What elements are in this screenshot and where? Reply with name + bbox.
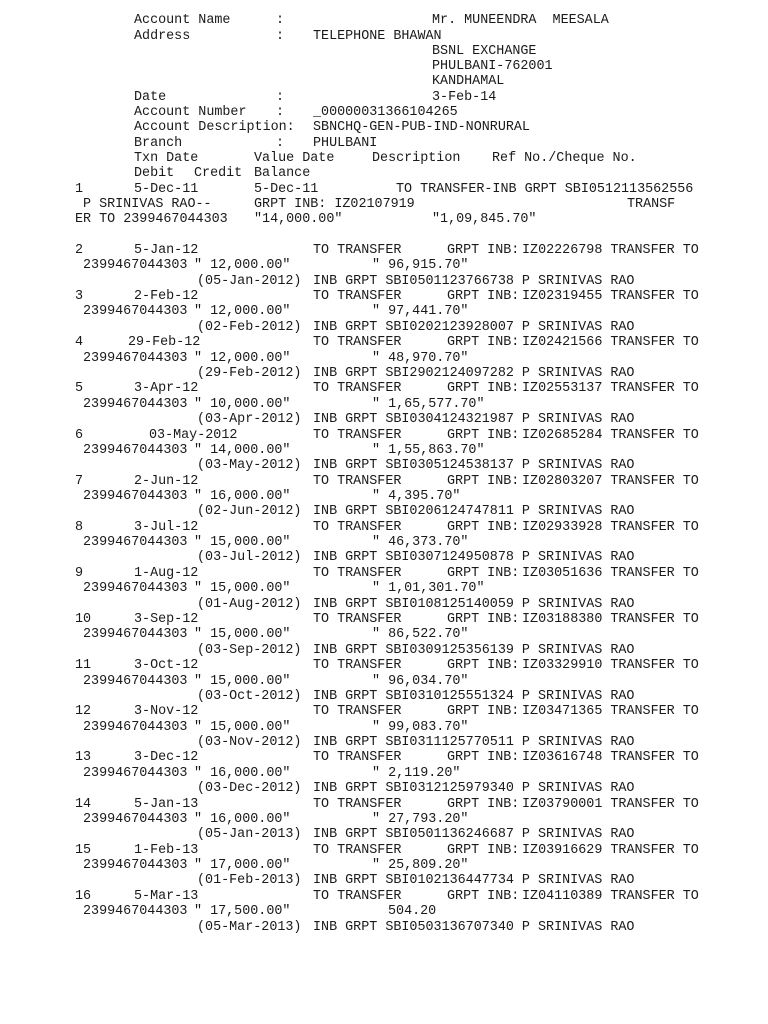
address-row-4 bbox=[0, 74, 768, 89]
ref-number: IZ03471365 TRANSFER TO bbox=[522, 704, 699, 719]
txn-date: 3-Dec-12 bbox=[134, 750, 199, 765]
debit-amount: " 16,000.00" bbox=[194, 489, 291, 504]
entry-line-3 bbox=[0, 412, 768, 427]
inb-reference: INB GRPT SBI0310125551324 P SRINIVAS RAO bbox=[313, 689, 635, 704]
grpt-inb-label: GRPT INB: bbox=[447, 566, 520, 581]
entry-number: 5 bbox=[75, 381, 84, 396]
transfer-account: 2399467044303 bbox=[83, 812, 188, 827]
txn-date: 3-Apr-12 bbox=[134, 381, 199, 396]
transfer-account: 2399467044303 bbox=[83, 397, 188, 412]
entry-number: 14 bbox=[75, 797, 92, 812]
col-debit: Debit bbox=[134, 166, 175, 181]
entry-line-3 bbox=[0, 366, 768, 381]
entry-line-2 bbox=[0, 535, 768, 550]
value-date: (03-Sep-2012) bbox=[197, 643, 302, 658]
transfer-account: 2399467044303 bbox=[83, 443, 188, 458]
inb-reference: INB GRPT SBI0206124747811 P SRINIVAS RAO bbox=[313, 504, 635, 519]
txn-date: 03-May-2012 bbox=[149, 428, 238, 443]
value-date: (05-Jan-2012) bbox=[197, 274, 302, 289]
entry-line-2 bbox=[0, 720, 768, 735]
entry-number: 9 bbox=[75, 566, 84, 581]
value-date: 5-Dec-11 bbox=[254, 182, 319, 197]
balance: " 48,970.70" bbox=[372, 351, 469, 366]
balance: " 27,793.20" bbox=[372, 812, 469, 827]
entry-line-1 bbox=[0, 381, 768, 396]
entry-1-line-1 bbox=[0, 182, 768, 197]
grpt-inb-label: GRPT INB: bbox=[447, 428, 520, 443]
account-description-row bbox=[0, 120, 768, 135]
balance: " 1,55,863.70" bbox=[372, 443, 485, 458]
ref-number: IZ03329910 TRANSFER TO bbox=[522, 658, 699, 673]
entry-number: 3 bbox=[75, 289, 84, 304]
entry-line-2 bbox=[0, 397, 768, 412]
inb-reference: INB GRPT SBI0501123766738 P SRINIVAS RAO bbox=[313, 274, 635, 289]
transfer-account: 2399467044303 bbox=[83, 258, 188, 273]
txn-date: 2-Jun-12 bbox=[134, 474, 199, 489]
account-number-row bbox=[0, 105, 768, 120]
txn-date: 5-Jan-12 bbox=[134, 243, 199, 258]
entry-1-line-3 bbox=[0, 212, 768, 227]
to-transfer-label: TO TRANSFER bbox=[313, 612, 402, 627]
balance: " 1,65,577.70" bbox=[372, 397, 485, 412]
ref-number: IZ03916629 TRANSFER TO bbox=[522, 843, 699, 858]
debit-amount: " 16,000.00" bbox=[194, 812, 291, 827]
entry-number: 11 bbox=[75, 658, 92, 673]
ref-number: IZ03790001 TRANSFER TO bbox=[522, 797, 699, 812]
inb-reference: INB GRPT SBI0304124321987 P SRINIVAS RAO bbox=[313, 412, 635, 427]
entry-number: 12 bbox=[75, 704, 92, 719]
description: TO TRANSFER-INB GRPT SBI0512113562556 bbox=[396, 182, 694, 197]
ref-number: IZ02803207 TRANSFER TO bbox=[522, 474, 699, 489]
txn-date: 3-Nov-12 bbox=[134, 704, 199, 719]
debit-amount: " 15,000.00" bbox=[194, 627, 291, 642]
transfer-account: 2399467044303 bbox=[83, 627, 188, 642]
value-date: (01-Aug-2012) bbox=[197, 597, 302, 612]
entry-line-2 bbox=[0, 489, 768, 504]
entry-line-1 bbox=[0, 520, 768, 535]
entry-line-1 bbox=[0, 335, 768, 350]
inb-reference: INB GRPT SBI0503136707340 P SRINIVAS RAO bbox=[313, 920, 635, 935]
debit-amount: " 15,000.00" bbox=[194, 581, 291, 596]
entry-line-2 bbox=[0, 258, 768, 273]
inb-reference: INB GRPT SBI0202123928007 P SRINIVAS RAO bbox=[313, 320, 635, 335]
transfer-account: 2399467044303 bbox=[83, 304, 188, 319]
transfer-account: 2399467044303 bbox=[83, 720, 188, 735]
to-transfer-label: TO TRANSFER bbox=[313, 381, 402, 396]
inb-reference: INB GRPT SBI0311125770511 P SRINIVAS RAO bbox=[313, 735, 635, 750]
entry-line-3 bbox=[0, 597, 768, 612]
ref-number: IZ02685284 TRANSFER TO bbox=[522, 428, 699, 443]
balance: "1,09,845.70" bbox=[432, 212, 537, 227]
inb-reference: INB GRPT SBI0312125979340 P SRINIVAS RAO bbox=[313, 781, 635, 796]
balance: " 25,809.20" bbox=[372, 858, 469, 873]
col-description: Description bbox=[372, 151, 461, 166]
txn-date: 1-Aug-12 bbox=[134, 566, 199, 581]
ref-number: IZ02553137 TRANSFER TO bbox=[522, 381, 699, 396]
account-description-value: SBNCHQ-GEN-PUB-IND-NONRURAL bbox=[313, 120, 530, 135]
entry-number: 10 bbox=[75, 612, 92, 627]
grpt-inb-label: GRPT INB: bbox=[447, 750, 520, 765]
entry-line-1 bbox=[0, 750, 768, 765]
ref-number: IZ03188380 TRANSFER TO bbox=[522, 612, 699, 627]
inb-reference: INB GRPT SBI0305124538137 P SRINIVAS RAO bbox=[313, 458, 635, 473]
ref-number: IZ02421566 TRANSFER TO bbox=[522, 335, 699, 350]
entry-number: 7 bbox=[75, 474, 84, 489]
col-txn-date: Txn Date bbox=[134, 151, 199, 166]
ref-number: IZ02226798 TRANSFER TO bbox=[522, 243, 699, 258]
balance: " 96,034.70" bbox=[372, 674, 469, 689]
ref-number: IZ02933928 TRANSFER TO bbox=[522, 520, 699, 535]
debit-amount: " 15,000.00" bbox=[194, 720, 291, 735]
to-transfer-label: TO TRANSFER bbox=[313, 797, 402, 812]
grpt-inb-label: GRPT INB: bbox=[447, 843, 520, 858]
entry-line-3 bbox=[0, 274, 768, 289]
transfer-account: 2399467044303 bbox=[83, 535, 188, 550]
to-transfer-label: TO TRANSFER bbox=[313, 289, 402, 304]
to-transfer-label: TO TRANSFER bbox=[313, 704, 402, 719]
entry-number: 2 bbox=[75, 243, 84, 258]
date-label: Date bbox=[134, 90, 167, 105]
transfer-account: 2399467044303 bbox=[83, 904, 188, 919]
grpt-inb-label: GRPT INB: bbox=[447, 612, 520, 627]
debit-amount: " 15,000.00" bbox=[194, 674, 291, 689]
entry-number: 4 bbox=[75, 335, 84, 350]
entry-line-1 bbox=[0, 289, 768, 304]
account-number-label: Account Number bbox=[134, 105, 247, 120]
ref-number: IZ03051636 TRANSFER TO bbox=[522, 566, 699, 581]
entry-number: 6 bbox=[75, 428, 84, 443]
txn-date: 5-Jan-13 bbox=[134, 797, 199, 812]
account-description-label: Account Description: bbox=[134, 120, 295, 135]
address-line-3: PHULBANI-762001 bbox=[432, 59, 553, 74]
inb-reference: INB GRPT SBI2902124097282 P SRINIVAS RAO bbox=[313, 366, 635, 381]
txn-date: 2-Feb-12 bbox=[134, 289, 199, 304]
branch-value: PHULBANI bbox=[313, 136, 378, 151]
account-name-label: Account Name bbox=[134, 13, 231, 28]
entry-line-3 bbox=[0, 781, 768, 796]
grpt-inb-label: GRPT INB: bbox=[447, 704, 520, 719]
address-line-2: BSNL EXCHANGE bbox=[432, 44, 537, 59]
transfer-fragment: TRANSF bbox=[627, 197, 676, 212]
colon: : bbox=[276, 29, 285, 44]
branch-label: Branch bbox=[134, 136, 183, 151]
grpt-inb-label: GRPT INB: bbox=[447, 381, 520, 396]
inb-reference: INB GRPT SBI0307124950878 P SRINIVAS RAO bbox=[313, 550, 635, 565]
col-credit: Credit bbox=[194, 166, 243, 181]
to-transfer-label: TO TRANSFER bbox=[313, 243, 402, 258]
value-date: (03-Apr-2012) bbox=[197, 412, 302, 427]
grpt-inb-label: GRPT INB: bbox=[447, 658, 520, 673]
entry-line-1 bbox=[0, 428, 768, 443]
debit-amount: " 12,000.00" bbox=[194, 304, 291, 319]
entry-line-2 bbox=[0, 858, 768, 873]
colon: : bbox=[276, 90, 285, 105]
debit-amount: " 14,000.00" bbox=[194, 443, 291, 458]
grpt-inb-label: GRPT INB: bbox=[447, 520, 520, 535]
value-date: (03-Nov-2012) bbox=[197, 735, 302, 750]
ref-number: IZ02319455 TRANSFER TO bbox=[522, 289, 699, 304]
transfer-account: 2399467044303 bbox=[83, 351, 188, 366]
txn-date: 3-Oct-12 bbox=[134, 658, 199, 673]
entry-line-1 bbox=[0, 612, 768, 627]
grpt-inb-label: GRPT INB: bbox=[447, 243, 520, 258]
col-balance: Balance bbox=[254, 166, 311, 181]
grpt-inb-label: GRPT INB: bbox=[447, 335, 520, 350]
colon: : bbox=[276, 136, 285, 151]
txn-date: 5-Mar-13 bbox=[134, 889, 199, 904]
transfer-account: 2399467044303 bbox=[83, 674, 188, 689]
debit-amount: " 17,500.00" bbox=[194, 904, 291, 919]
value-date: (29-Feb-2012) bbox=[197, 366, 302, 381]
debit-amount: " 12,000.00" bbox=[194, 258, 291, 273]
grpt-inb-label: GRPT INB: bbox=[447, 797, 520, 812]
entry-line-2 bbox=[0, 304, 768, 319]
address-row-2 bbox=[0, 44, 768, 59]
debit-amount: " 10,000.00" bbox=[194, 397, 291, 412]
entry-line-3 bbox=[0, 458, 768, 473]
value-date: (01-Feb-2013) bbox=[197, 873, 302, 888]
entry-line-2 bbox=[0, 351, 768, 366]
transfer-account: 2399467044303 bbox=[83, 766, 188, 781]
to-transfer-label: TO TRANSFER bbox=[313, 750, 402, 765]
entry-line-3 bbox=[0, 873, 768, 888]
txn-date: 3-Sep-12 bbox=[134, 612, 199, 627]
value-date: (03-Jul-2012) bbox=[197, 550, 302, 565]
transfer-account: 2399467044303 bbox=[83, 581, 188, 596]
col-ref-no: Ref No./Cheque No. bbox=[492, 151, 637, 166]
entry-line-2 bbox=[0, 766, 768, 781]
value-date: (02-Feb-2012) bbox=[197, 320, 302, 335]
balance: " 4,395.70" bbox=[372, 489, 461, 504]
entry-number: 13 bbox=[75, 750, 92, 765]
ref-number: IZ03616748 TRANSFER TO bbox=[522, 750, 699, 765]
entry-line-2 bbox=[0, 443, 768, 458]
entry-number: 8 bbox=[75, 520, 84, 535]
entry-line-1 bbox=[0, 843, 768, 858]
balance: " 46,373.70" bbox=[372, 535, 469, 550]
branch-row bbox=[0, 136, 768, 151]
entry-1-line-2 bbox=[0, 197, 768, 212]
debit-amount: " 15,000.00" bbox=[194, 535, 291, 550]
to-transfer-label: TO TRANSFER bbox=[313, 520, 402, 535]
inb-reference: INB GRPT SBI0108125140059 P SRINIVAS RAO bbox=[313, 597, 635, 612]
entry-line-3 bbox=[0, 550, 768, 565]
entry-line-2 bbox=[0, 581, 768, 596]
value-date: (05-Mar-2013) bbox=[197, 920, 302, 935]
entry-line-3 bbox=[0, 689, 768, 704]
entry-line-1 bbox=[0, 797, 768, 812]
to-transfer-label: TO TRANSFER bbox=[313, 474, 402, 489]
entry-number: 1 bbox=[75, 182, 84, 197]
value-date: (03-May-2012) bbox=[197, 458, 302, 473]
date-value: 3-Feb-14 bbox=[432, 90, 497, 105]
entry-number: 15 bbox=[75, 843, 92, 858]
entry-line-3 bbox=[0, 643, 768, 658]
date-row bbox=[0, 90, 768, 105]
balance: " 2,119.20" bbox=[372, 766, 461, 781]
entry-line-1 bbox=[0, 474, 768, 489]
address-line-4: KANDHAMAL bbox=[432, 74, 505, 89]
address-row-3 bbox=[0, 59, 768, 74]
entry-line-3 bbox=[0, 320, 768, 335]
inb-reference: INB GRPT SBI0501136246687 P SRINIVAS RAO bbox=[313, 827, 635, 842]
entry-line-3 bbox=[0, 827, 768, 842]
balance: " 97,441.70" bbox=[372, 304, 469, 319]
entry-line-3 bbox=[0, 504, 768, 519]
address-label: Address bbox=[134, 29, 191, 44]
to-transfer-label: TO TRANSFER bbox=[313, 428, 402, 443]
address-line-1: TELEPHONE BHAWAN bbox=[313, 29, 442, 44]
value-date: (05-Jan-2013) bbox=[197, 827, 302, 842]
colon: : bbox=[276, 13, 285, 28]
debit-amount: " 12,000.00" bbox=[194, 351, 291, 366]
transfer-account: 2399467044303 bbox=[83, 489, 188, 504]
entry-number: 16 bbox=[75, 889, 92, 904]
txn-date: 29-Feb-12 bbox=[128, 335, 201, 350]
account-number-value: _00000031366104265 bbox=[313, 105, 458, 120]
entry-line-1 bbox=[0, 889, 768, 904]
address-row bbox=[0, 29, 768, 44]
balance: " 86,522.70" bbox=[372, 627, 469, 642]
account-name-row bbox=[0, 13, 768, 28]
entry-line-2 bbox=[0, 674, 768, 689]
txn-date: 1-Feb-13 bbox=[134, 843, 199, 858]
grpt-inb-label: GRPT INB: bbox=[447, 289, 520, 304]
entry-line-3 bbox=[0, 920, 768, 935]
to-transfer-label: TO TRANSFER bbox=[313, 335, 402, 350]
entry-line-2 bbox=[0, 904, 768, 919]
txn-date: 3-Jul-12 bbox=[134, 520, 199, 535]
txn-date: 5-Dec-11 bbox=[134, 182, 199, 197]
balance: " 96,915.70" bbox=[372, 258, 469, 273]
value-date: (03-Oct-2012) bbox=[197, 689, 302, 704]
col-value-date: Value Date bbox=[254, 151, 335, 166]
to-transfer-label: TO TRANSFER bbox=[313, 889, 402, 904]
to-transfer-label: TO TRANSFER bbox=[313, 658, 402, 673]
payee: P SRINIVAS RAO-- bbox=[83, 197, 212, 212]
value-date: (02-Jun-2012) bbox=[197, 504, 302, 519]
entry-line-1 bbox=[0, 658, 768, 673]
column-header-row-1 bbox=[0, 151, 768, 166]
colon: : bbox=[276, 105, 285, 120]
account-name-value: Mr. MUNEENDRA MEESALA bbox=[432, 13, 609, 28]
value-date: (03-Dec-2012) bbox=[197, 781, 302, 796]
entry-line-3 bbox=[0, 735, 768, 750]
transfer-account: ER TO 2399467044303 bbox=[75, 212, 228, 227]
grpt-ref: GRPT INB: IZ02107919 bbox=[254, 197, 415, 212]
inb-reference: INB GRPT SBI0102136447734 P SRINIVAS RAO bbox=[313, 873, 635, 888]
amount: "14,000.00" bbox=[254, 212, 343, 227]
column-header-row-2 bbox=[0, 166, 768, 181]
debit-amount: " 17,000.00" bbox=[194, 858, 291, 873]
to-transfer-label: TO TRANSFER bbox=[313, 843, 402, 858]
balance: " 1,01,301.70" bbox=[372, 581, 485, 596]
debit-amount: " 16,000.00" bbox=[194, 766, 291, 781]
balance: " 99,083.70" bbox=[372, 720, 469, 735]
grpt-inb-label: GRPT INB: bbox=[447, 474, 520, 489]
entry-line-1 bbox=[0, 243, 768, 258]
transfer-account: 2399467044303 bbox=[83, 858, 188, 873]
grpt-inb-label: GRPT INB: bbox=[447, 889, 520, 904]
entry-line-1 bbox=[0, 566, 768, 581]
entry-line-2 bbox=[0, 812, 768, 827]
to-transfer-label: TO TRANSFER bbox=[313, 566, 402, 581]
balance: 504.20 bbox=[388, 904, 437, 919]
entry-line-2 bbox=[0, 627, 768, 642]
ref-number: IZ04110389 TRANSFER TO bbox=[522, 889, 699, 904]
inb-reference: INB GRPT SBI0309125356139 P SRINIVAS RAO bbox=[313, 643, 635, 658]
entry-line-1 bbox=[0, 704, 768, 719]
